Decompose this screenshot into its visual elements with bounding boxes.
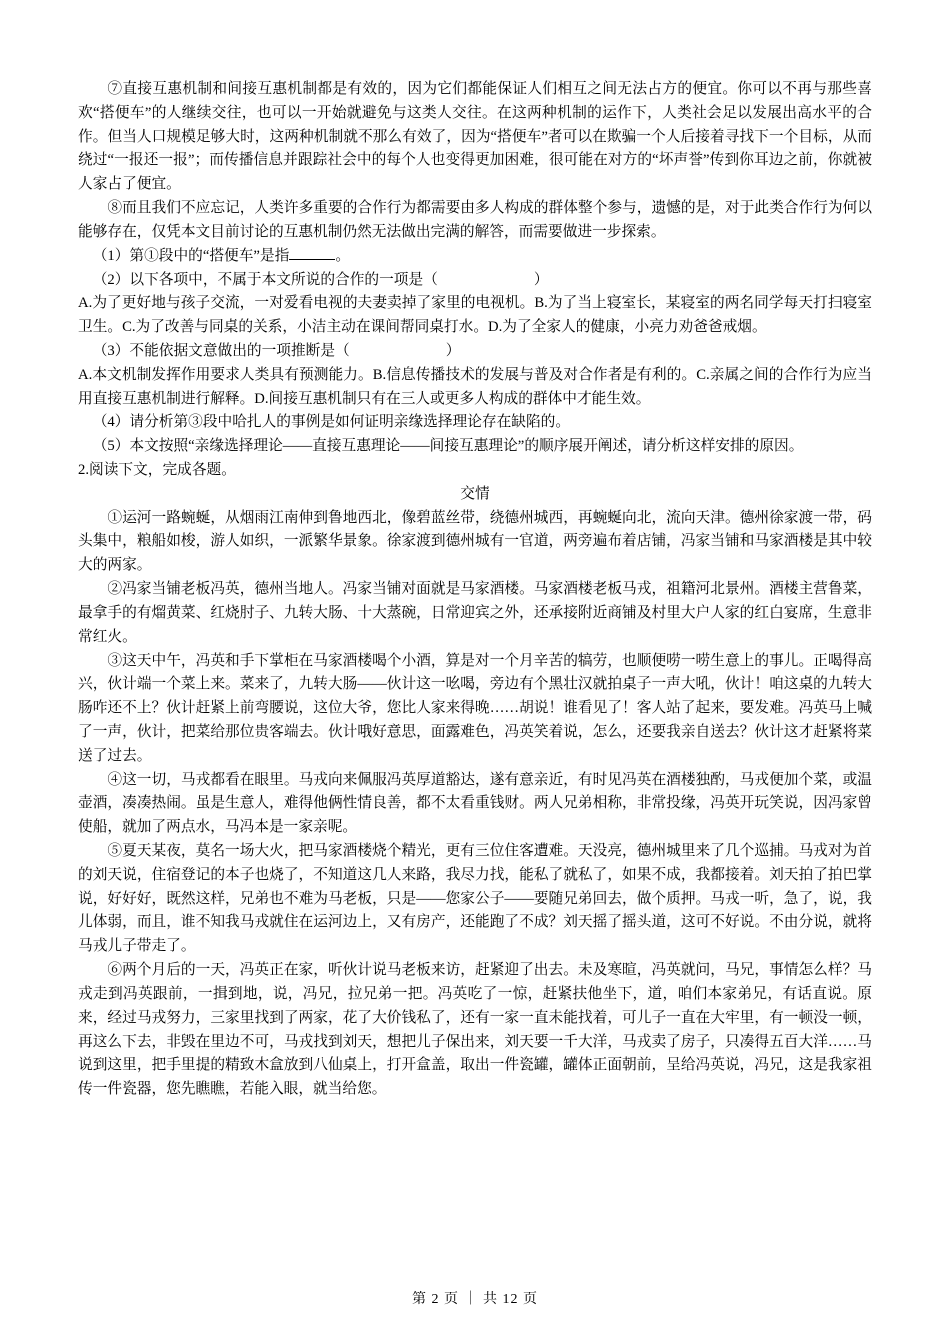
question-2	[78, 269, 872, 293]
answer-blank	[289, 245, 335, 260]
passage-paragraph-6: ⑥两个月后的一天，冯英正在家，听伙计说马老板来访，赶紧迎了出去。未及寒暄，冯英就问，马兄，事情怎么样？马戎走到冯英跟前，一揖到地，说，冯兄，拉兄弟一把。冯英吃了一惊，赶紧扶他坐下，道，咱们本家弟兄，有话直说。原来，经过马戎努力，三家里找到了两家，花了大价钱私了，还有一家一直未能找着，可儿子一直在大牢里，有一顿没一顿，再这么下去，非毁在里边不可，马戎找到刘天，想把儿子保出来，刘天要一千大洋，马戎卖了房子，只凑得五百大洋……马说到这里，把手里提的精致木盒放到八仙桌上，打开盒盖，取出一件瓷罐，罐体正面朝前，呈给冯英说，冯兄，这是我家祖传一件瓷器，您先瞧瞧，若能入眼，就当给您。	[78, 962, 872, 1098]
question-4: （4）请分析第③段中哈扎人的事例是如何证明亲缘选择理论存在缺陷的。	[92, 414, 571, 431]
passage-paragraph-5: ⑤夏天某夜，莫名一场大火，把马家酒楼烧个精光，更有三位住客遭难。天没亮，德州城里来了几个巡捕。马戎对为首的刘天说，住宿登记的本子也烧了，不知道这几人来路，我尽力找，能私了就私了，如果不成，我都接着。刘天拍了拍巴掌说，好好好，既然这样，兄弟也不难为马老板，只是——您家公子——要随兄弟回去，做个质押。马戎一听，急了，说，我儿体弱，而且，谁不知我马戎就住在运河边上，又有房产，还能跑了不成？刘天摇了摇头道，这可不好说。不由分说，就将马戎儿子带走了。	[78, 843, 872, 955]
question-1	[78, 245, 872, 269]
question-3-options: A.本文机制发挥作用要求人类具有预测能力。B.信息传播技术的发展与普及对合作者是有利的。C.亲属之间的合作行为应当用直接互惠机制进行解释。D.间接互惠机制只有在三人或更多人构成的群体中才能生效。	[78, 366, 872, 407]
passage-paragraph-2: ②冯家当铺老板冯英，德州当地人。冯家当铺对面就是马家酒楼。马家酒楼老板马戎，祖籍河北景州。酒楼主营鲁菜，最拿手的有熘黄菜、红烧肘子、九转大肠、十大蒸碗，日常迎宾之外，还承接附近商铺及村里大户人家的红白宴席，生意非常红火。	[78, 581, 872, 645]
document-body	[78, 78, 872, 1102]
question-3-close-paren: ）	[445, 342, 461, 359]
question-5: （5）本文按照“亲缘选择理论——直接互惠理论——间接互惠理论”的顺序展开阐述，请分析这样安排的原因。	[92, 438, 804, 455]
question-1-period: 。	[335, 247, 351, 264]
passage-paragraph-3: ③这天中午，冯英和手下掌柜在马家酒楼喝个小酒，算是对一个月辛苦的犒劳，也顺便唠一唠生意上的事儿。正喝得高兴，伙计端一个菜上来。菜来了，九转大肠——伙计这一吆喝，旁边有个黑壮汉就拍桌子一声大吼，伙计！咱这桌的九转大肠咋还不上？伙计赶紧上前弯腰说，这位大爷，您比人家来得晚……胡说！谁看见了！客人站了起来，要发难。冯英马上喊了一声，伙计，把菜给那位贵客端去。伙计哦好意思，面露难色，冯英笑着说，怎么，还要我亲自送去？伙计这才赶紧将菜送了过去。	[78, 652, 872, 764]
passage-paragraph-1: ①运河一路蜿蜒，从烟雨江南伸到鲁地西北，像碧蓝丝带，绕德州城西，再蜿蜒向北，流向天津。德州徐家渡一带，码头集中，粮船如梭，游人如织，一派繁华景象。徐家渡到德州城有一官道，两旁遍布着店铺，冯家当铺和马家酒楼是其中较大的两家。	[78, 509, 872, 574]
question-3-text: （3）不能依据文意做出的一项推断是（	[92, 342, 350, 359]
passage-title: 交情	[460, 485, 490, 502]
question-3	[78, 340, 872, 364]
item-2-heading: 2.阅读下文，完成各题。	[78, 462, 236, 478]
passage-paragraph-4: ④这一切，马戎都看在眼里。马戎向来佩服冯英厚道豁达，遂有意亲近，有时见冯英在酒楼独酌，马戎便加个菜，或温壶酒，凑凑热闹。虽是生意人，难得他俩性情良善，都不太看重钱财。两人兄弟相称，非常投缘，冯英开玩笑说，因冯家曾使船，就加了两点水，马冯本是一家亲呢。	[78, 771, 872, 836]
question-2-close-paren: ）	[533, 271, 549, 288]
question-1-text: （1）第①段中的“搭便车”是指	[92, 247, 290, 264]
page-footer: 第 2 页 ｜ 共 12 页	[412, 1292, 538, 1307]
question-2-options: A.为了更好地与孩子交流，一对爱看电视的夫妻卖掉了家里的电视机。B.为了当上寝室长，某寝室的两名同学每天打扫寝室卫生。C.为了改善与同桌的关系，小洁主动在课间帮同桌打水。D.为了全家人的健康，小亮力劝爸爸戒烟。	[78, 295, 872, 336]
paragraph-8: ⑧而且我们不应忘记，人类许多重要的合作行为都需要由多人构成的群体整个参与，遗憾的是，对于此类合作行为何以能够存在，仅凭本文目前讨论的互惠机制仍然无法做出完满的解答，而需要做进一步探索。	[78, 200, 872, 240]
question-2-text: （2）以下各项中，不属于本文所说的合作的一项是（	[92, 271, 438, 288]
paragraph-7: ⑦直接互惠机制和间接互惠机制都是有效的，因为它们都能保证人们相互之间无法占方的便宜。你可以不再与那些喜欢“搭便车”的人继续交往，也可以一开始就避免与这类人交往。在这两种机制的运作下，人类社会足以发展出高水平的合作。但当人口规模足够大时，这两种机制就不那么有效了，因为“搭便车”者可以在欺骗一个人后接着寻找下一个目标，从而绕过“一报还一报”；而传播信息并跟踪社会中的每个人也变得更加困难，很可能在对方的“坏声誉”传到你耳边之前，你就被人家占了便宜。	[78, 81, 872, 193]
